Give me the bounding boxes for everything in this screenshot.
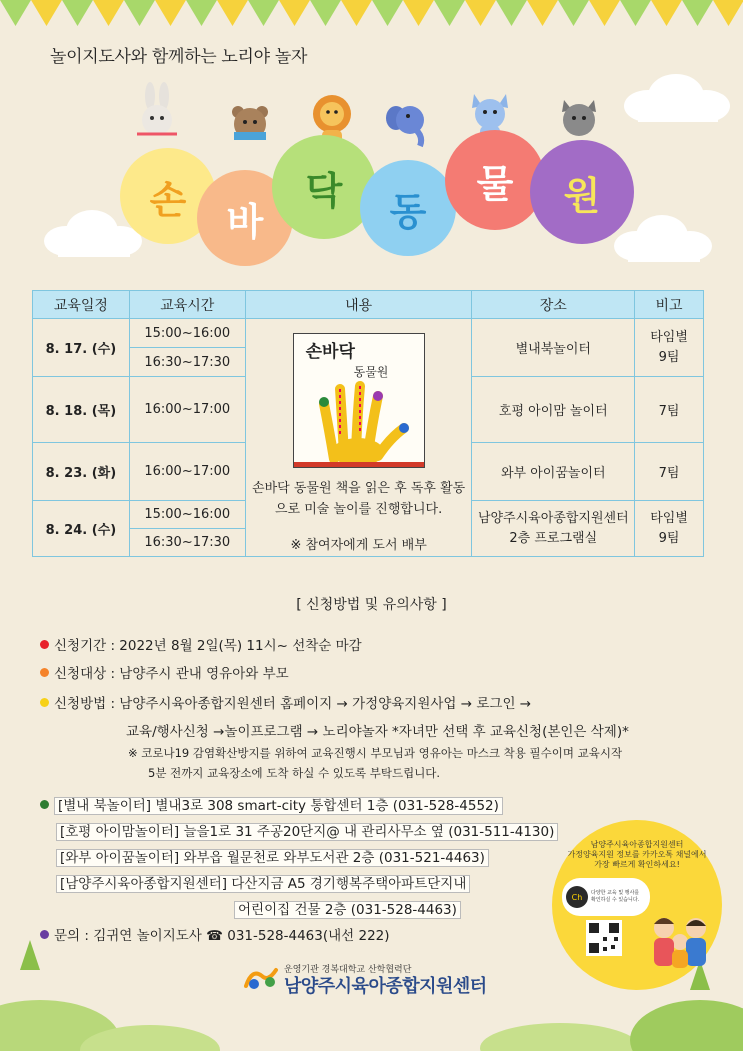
kakao-promo-badge bbox=[552, 820, 722, 990]
book-cover-image bbox=[293, 333, 425, 468]
time-cell: 16:00~17:00 bbox=[129, 443, 245, 501]
subtitle: 놀이지도사와 함께하는 노리야 놀자 bbox=[50, 47, 308, 67]
bunting-flag bbox=[310, 0, 341, 26]
family-illustration bbox=[646, 910, 716, 972]
location-3 bbox=[56, 846, 489, 866]
title-char-1: 손 bbox=[120, 148, 216, 244]
place-cell: 별내북놀이터 bbox=[472, 319, 635, 377]
green-bullet-icon bbox=[40, 800, 49, 809]
center-logo bbox=[242, 962, 504, 997]
bunting-flag bbox=[341, 0, 372, 26]
content-cell bbox=[245, 319, 472, 557]
kakao-channel-bubble bbox=[562, 878, 650, 916]
location-1 bbox=[40, 794, 503, 814]
kakao-channel-line: 확인하실 수 있습니다. bbox=[591, 897, 640, 903]
promo-line: 가장 빠르게 확인하세요! bbox=[594, 860, 680, 869]
contact-text: 문의 : 김귀연 놀이지도사 ☎ 031-528-4463(내선 222) bbox=[54, 928, 390, 944]
bunting-flag bbox=[682, 0, 713, 26]
notice-covid: ※ 코로나19 감염확산방지를 위하여 교육진행시 부모님과 영유아는 마스크 착용 필수이며 교육시작 bbox=[128, 746, 623, 760]
time-cell: 16:00~17:00 bbox=[129, 377, 245, 443]
bunting-flag bbox=[279, 0, 310, 26]
place-line: 2층 프로그램실 bbox=[509, 530, 598, 546]
note-cell: 7팀 bbox=[635, 377, 704, 443]
title-char-5: 물 bbox=[445, 130, 545, 230]
notice-title: [ 신청방법 및 유의사항 ] bbox=[296, 597, 447, 613]
rabbit-icon bbox=[132, 82, 182, 142]
note-cell: 7팀 bbox=[635, 443, 704, 501]
bunting-flag bbox=[93, 0, 124, 26]
bunting-flag bbox=[713, 0, 743, 26]
notice-target-text: 신청대상 : 남양주시 관내 영유아와 부모 bbox=[54, 666, 289, 682]
bunting-flag bbox=[0, 0, 31, 26]
promo-line: 가정양육지원 정보를 카카오톡 채널에서 bbox=[567, 850, 707, 859]
column-header: 내용 bbox=[245, 291, 472, 319]
location-2-text: [호평 아이맘놀이터] 늘을1로 31 주공20단지@ 내 관리사무소 옆 (031-511-4130) bbox=[56, 823, 558, 841]
title-char-6: 원 bbox=[530, 140, 634, 244]
column-header: 장소 bbox=[472, 291, 635, 319]
schedule-table bbox=[32, 290, 704, 557]
location-4 bbox=[56, 872, 470, 892]
content-text-line: 손바닥 동물원 책을 읽은 후 독후 활동 bbox=[252, 481, 466, 496]
content-note: ※ 참여자에게 도서 배부 bbox=[290, 538, 427, 553]
bunting-flag bbox=[620, 0, 651, 26]
note-cell bbox=[635, 319, 704, 377]
note-line: 9팀 bbox=[658, 349, 680, 365]
bunting-flag bbox=[465, 0, 496, 26]
qr-code-icon[interactable] bbox=[586, 920, 622, 956]
red-bullet-icon bbox=[40, 640, 49, 649]
bunting-flag bbox=[651, 0, 682, 26]
bunting-flag bbox=[403, 0, 434, 26]
hand-print-illustration bbox=[294, 374, 425, 468]
place-cell: 호평 아이맘 놀이터 bbox=[472, 377, 635, 443]
notice-covid-cont: 5분 전까지 교육장소에 도착 하실 수 있도록 부탁드립니다. bbox=[148, 766, 441, 780]
note-line: 타임별 bbox=[650, 510, 688, 526]
bunting-flag bbox=[62, 0, 93, 26]
time-cell: 15:00~16:00 bbox=[129, 501, 245, 529]
location-1-text: [별내 북놀이터] 별내3로 308 smart-city 통합센터 1층 (031-528-4552) bbox=[54, 797, 503, 815]
date-cell: 8. 24. (수) bbox=[33, 501, 130, 557]
note-line: 타임별 bbox=[650, 329, 688, 345]
cloud-icon bbox=[618, 70, 733, 125]
notice-method-text: 신청방법 : 남양주시육아종합지원센터 홈페이지 → 가정양육지원사업 → 로그인 → bbox=[54, 696, 532, 712]
column-header: 비고 bbox=[635, 291, 704, 319]
title-char-4: 동 bbox=[360, 160, 456, 256]
date-cell: 8. 23. (화) bbox=[33, 443, 130, 501]
notice-period bbox=[40, 634, 362, 654]
book-title: 손바닥 bbox=[305, 342, 355, 362]
bunting-flag bbox=[372, 0, 403, 26]
elephant-icon bbox=[384, 100, 432, 150]
note-cell bbox=[635, 501, 704, 557]
bear-icon bbox=[224, 98, 276, 148]
table-row bbox=[33, 319, 704, 348]
content-text-line: 으로 미술 놀이를 진행합니다. bbox=[274, 502, 443, 517]
column-header: 교육일정 bbox=[33, 291, 130, 319]
promo-line: 남양주시육아종합지원센터 bbox=[590, 840, 684, 849]
time-cell: 15:00~16:00 bbox=[129, 319, 245, 348]
notice-method-cont: 교육/행사신청 →놀이프로그램 → 노리야놀자 *자녀만 선택 후 교육신청(본인은 삭제)* bbox=[126, 724, 629, 740]
bunting-flag bbox=[527, 0, 558, 26]
bunting-flag bbox=[496, 0, 527, 26]
place-line: 남양주시육아종합지원센터 bbox=[477, 510, 629, 526]
bunting-flag bbox=[124, 0, 155, 26]
center-name: 남양주시육아종합지원센터 bbox=[284, 976, 487, 997]
orange-bullet-icon bbox=[40, 668, 49, 677]
notice-period-text: 신청기간 : 2022년 8월 2일(목) 11시~ 선착순 마감 bbox=[54, 638, 362, 654]
title-char-2: 바 bbox=[197, 170, 293, 266]
notice-method bbox=[40, 692, 531, 712]
time-cell: 16:30~17:30 bbox=[129, 348, 245, 377]
location-4-text: [남양주시육아종합지원센터] 다산지금 A5 경기행복주택아파트단지내 bbox=[56, 875, 470, 893]
kakao-channel-line: 다양한 교육 및 행사를 bbox=[591, 890, 640, 896]
bunting-decoration bbox=[0, 0, 743, 30]
bunting-flag bbox=[31, 0, 62, 26]
title-char-3: 닥 bbox=[272, 135, 376, 239]
bunting-flag bbox=[217, 0, 248, 26]
place-cell: 와부 아이꿈놀이터 bbox=[472, 443, 635, 501]
notice-target bbox=[40, 662, 289, 682]
book-subtitle: 동물원 bbox=[353, 365, 389, 379]
bunting-flag bbox=[558, 0, 589, 26]
bunting-flag bbox=[186, 0, 217, 26]
bunting-flag bbox=[434, 0, 465, 26]
table-header-row bbox=[33, 291, 704, 319]
date-cell: 8. 17. (수) bbox=[33, 319, 130, 377]
location-3-text: [와부 아이꿈놀이터] 와부읍 월문천로 와부도서관 2층 (031-521-4463) bbox=[56, 849, 489, 867]
column-header: 교육시간 bbox=[129, 291, 245, 319]
yellow-bullet-icon bbox=[40, 698, 49, 707]
place-cell bbox=[472, 501, 635, 557]
bunting-flag bbox=[155, 0, 186, 26]
kakao-channel-icon: Ch bbox=[566, 886, 588, 908]
date-cell: 8. 18. (목) bbox=[33, 377, 130, 443]
operator-text: 운영기관 경복대학교 산학협력단 bbox=[284, 965, 412, 975]
kakao-channel-text bbox=[591, 890, 639, 904]
center-logo-icon bbox=[242, 962, 282, 994]
bunting-flag bbox=[589, 0, 620, 26]
gray-cat-icon bbox=[556, 94, 602, 144]
location-2 bbox=[56, 820, 558, 840]
bunting-flag bbox=[248, 0, 279, 26]
time-cell: 16:30~17:30 bbox=[129, 529, 245, 557]
note-line: 9팀 bbox=[658, 530, 680, 546]
location-4-cont-text: 어린이집 건물 2층 (031-528-4463) bbox=[234, 901, 461, 919]
